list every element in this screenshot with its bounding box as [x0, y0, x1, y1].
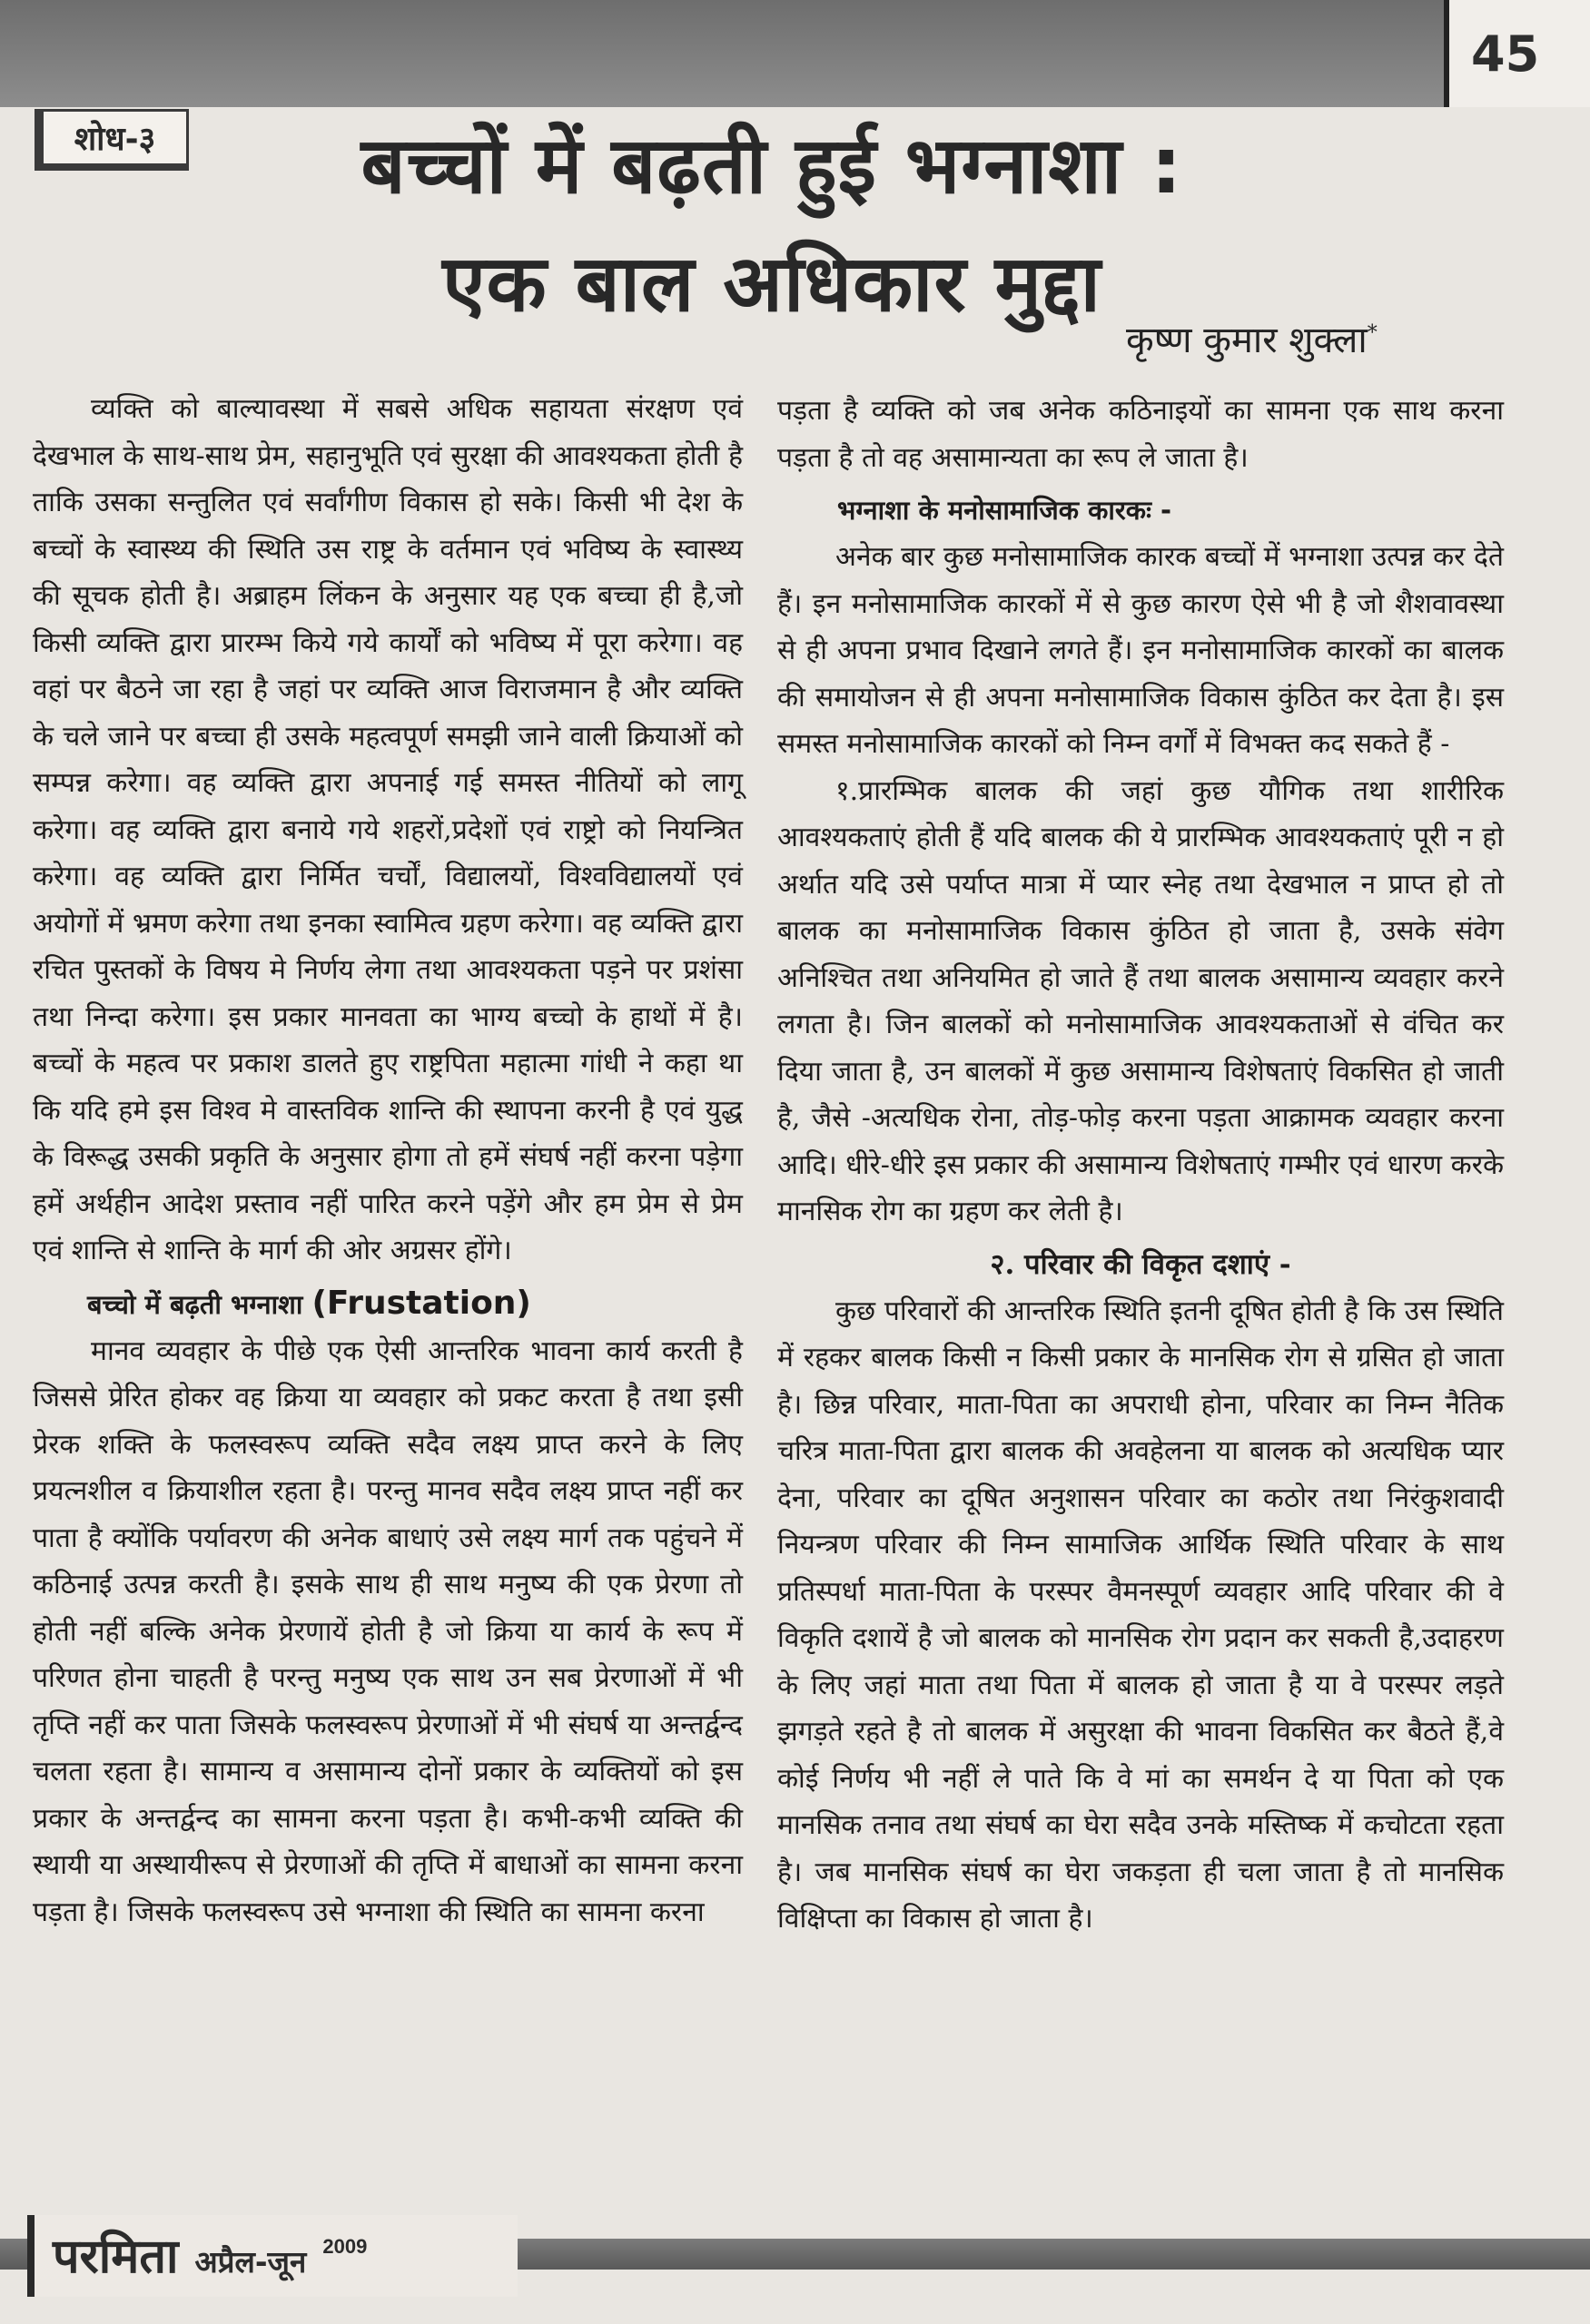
article-title	[209, 107, 1335, 343]
continued-paragraph: पड़ता है व्यक्ति को जब अनेक कठिनाइयों का सामना एक साथ करना पड़ता है तो वह असामान्यता का रूप ले जाता है।	[777, 395, 1504, 474]
left-column	[33, 386, 743, 1935]
frustration-paragraph: मानव व्यवहार के पीछे एक ऐसी आन्तरिक भावना कार्य करती है जिससे प्रेरित होकर वह क्रिया या व्यवहार को प्रकट करता है तथा इसी प्रेरक शक्ति के फलस्वरूप व्यक्ति सदैव लक्ष्य प्राप्त करने के लिए प्रयत्नशील व क्रियाशील रहता है। परन्तु मानव सदैव लक्ष्य प्राप्त नहीं कर पाता है क्योंकि पर्यावरण की अनेक बाधाएं उसे लक्ष्य मार्ग तक पहुंचने में कठिनाई उत्पन्न करती है। इसके साथ ही साथ मनुष्य की एक प्रेरणा तो होती नहीं बल्कि अनेक प्रेरणायें होती है जो क्रिया या कार्य के रूप में परिणत होना चाहती है परन्तु मनुष्य एक साथ उन सब प्रेरणाओं में भी तृप्ति नहीं कर पाता जिसके फलस्वरूप प्रेरणाओं में भी संघर्ष या अन्तर्द्वन्द चलता रहता है। सामान्य व असामान्य दोनों प्रकार के व्यक्तियों को इस प्रकार के अन्तर्द्वन्द का सामना करना पड़ता है। कभी-कभी व्यक्ति की स्थायी या अस्थायीरूप से प्रेरणाओं की तृप्ति में बाधाओं का सामना करना पड़ता है। जिसके फलस्वरूप उसे भग्नाशा की स्थिति का सामना करना	[33, 1334, 743, 1928]
psychosocial-paragraph: अनेक बार कुछ मनोसामाजिक कारक बच्चों में भग्नाशा उत्पन्न कर देते हैं। इन मनोसामाजिक कारकों में से कुछ कारण ऐसे भी है जो शैशवावस्था से ही अपना प्रभाव दिखाने लगते हैं। इन मनोसामाजिक कारकों का बालक की समायोजन से ही अपना मनोसामाजिक विकास कुंठित कर देता है। इस समस्त मनोसामाजिक कारकों को निम्न वर्गों में विभक्त कद सकते हैं -	[777, 541, 1504, 760]
section-tag: शोध-३	[35, 109, 189, 171]
page-number: 45	[1471, 25, 1540, 83]
family-conditions-heading: २. परिवार की विकृत दशाएं -	[990, 1247, 1291, 1281]
footer-masthead	[27, 2215, 518, 2297]
psychosocial-factors-heading: भग्नाशा के मनोसामाजिक कारकः -	[837, 495, 1172, 526]
subheading-hindi: बच्चो में बढ़ती भग्नाशा	[87, 1288, 303, 1320]
magazine-name: परमिता	[53, 2230, 179, 2284]
intro-paragraph: व्यक्ति को बाल्यावस्था में सबसे अधिक सहायता संरक्षण एवं देखभाल के साथ-साथ प्रेम, सहानुभूति एवं सुरक्षा की आवश्यकता होती है ताकि उसका सन्तुलित एवं सर्वांगीण विकास हो सके। किसी भी देश के बच्चों के स्वास्थ्य की स्थिति उस राष्ट्र के वर्तमान एवं भविष्य के स्वास्थ्य की सूचक होती है। अब्राहम लिंकन के अनुसार यह एक बच्चा ही है,जो किसी व्यक्ति द्वारा प्रारम्भ किये गये कार्यों को भविष्य में पूरा करेगा। वह वहां पर बैठने जा रहा है जहां पर व्यक्ति आज विराजमान है और व्यक्ति के चले जाने पर बच्चा ही उसके महत्वपूर्ण समझी जाने वाली क्रियाओं को सम्पन्न करेगा। वह व्यक्ति द्वारा अपनाई गई समस्त नीतियों को लागू करेगा। वह व्यक्ति द्वारा बनाये गये शहरों,प्रदेशों एवं राष्ट्रो को नियन्त्रित करेगा। वह व्यक्ति द्वारा निर्मित चर्चों, विद्यालयों, विश्वविद्यालयों एवं अयोगों में भ्रमण करेगा तथा इनका स्वामित्व ग्रहण करेगा। वह व्यक्ति द्वारा रचित पुस्तकों के विषय मे निर्णय लेगा तथा आवश्यकता पड़ने पर प्रशंसा तथा निन्दा करेगा। इस प्रकार मानवता का भाग्य बच्चो के हाथों में है। बच्चों के महत्व पर प्रकाश डालते हुए राष्ट्रपिता महात्मा गांधी ने कहा था कि यदि हमे इस विश्व मे वास्तविक शान्ति की स्थापना करनी है एवं युद्ध के विरूद्ध उसकी प्रकृति के अनुसार होगा तो हमें संघर्ष नहीं करना पड़ेगा हमें अर्थहीन आदेश प्रस्ताव नहीं पारित करने पड़ेंगे और हम प्रेम से प्रेम एवं शान्ति से शान्ति के मार्ग की ओर अग्रसर होंगे।	[33, 393, 743, 1266]
subheading-english: (Frustation)	[311, 1284, 531, 1322]
family-conditions-paragraph: कुछ परिवारों की आन्तरिक स्थिति इतनी दूषित होती है कि उस स्थिति में रहकर बालक किसी न किसी प्रकार के मानसिक रोग से ग्रसित हो जाता है। छिन्न परिवार, माता-पिता का अपराधी होना, परिवार का निम्न नैतिक चरित्र माता-पिता द्वारा बालक की अवहेलना या बालक को अत्यधिक प्यार देना, परिवार का दूषित अनुशासन परिवार का कठोर तथा निरंकुशवादी नियन्त्रण परिवार की निम्न सामाजिक आर्थिक स्थिति परिवार के साथ प्रतिस्पर्धा माता-पिता के परस्पर वैमनस्पूर्ण व्यवहार आदि परिवार की वे विकृति दशायें है जो बालक को मानसिक रोग प्रदान कर सकती है,उदाहरण के लिए जहां माता तथा पिता में बालक हो जाता है या वे परस्पर लड़ते झगड़ते रहते है तो बालक में असुरक्षा की भावना विकसित कर बैठते हैं,वे कोई निर्णय भी नहीं ले पाते कि वे मां का समर्थन दे या पिता को एक मानसिक तनाव तथा संघर्ष का घेरा सदैव उनके मस्तिष्क में कचोटता रहता है। जब मानसिक संघर्ष का घेरा जकड़ता ही चला जाता है तो मानसिक विक्षिप्ता का विकास हो जाता है।	[777, 1295, 1504, 1935]
issue-months: अप्रैल-जून	[194, 2244, 307, 2280]
point-one-paragraph: १.प्रारम्भिक बालक की जहां कुछ यौगिक तथा शारीरिक आवश्यकताएं होती हैं यदि बालक की ये प्रारम्भिक आवश्यकताएं पूरी न हो अर्थात यदि उसे पर्याप्त मात्रा में प्यार स्नेह तथा देखभाल न प्राप्त हो तो बालक का मनोसामाजिक विकास कुंठित हो जाता है, उसके संवेग अनिश्चित तथा अनियमित हो जाते हैं तथा बालक असामान्य व्यवहार करने लगता है। जिन बालकों को मनोसामाजिक आवश्यकताओं से वंचित कर दिया जाता है, उन बालकों में कुछ असामान्य विशेषताएं विकसित हो जाती है, जैसे -अत्यधिक रोना, तोड़-फोड़ करना पड़ता आक्रामक व्यवहार करना आदि। धीरे-धीरे इस प्रकार की असामान्य विशेषताएं गम्भीर एवं धारण करके मानसिक रोग का ग्रहण कर लेती है।	[777, 774, 1504, 1227]
author-name: कृष्ण कुमार शुक्ला	[1126, 320, 1368, 361]
right-column	[777, 388, 1504, 1943]
issue-year: 2009	[322, 2235, 368, 2258]
author-byline	[1126, 313, 1378, 363]
title-line-1: बच्चों में बढ़ती हुई भग्नाशा :	[360, 121, 1183, 212]
frustration-subheading	[33, 1280, 743, 1328]
title-line-2: एक बाल अधिकार मुद्दा	[442, 239, 1101, 330]
top-banner	[0, 0, 1444, 107]
author-footnote-mark: *	[1367, 321, 1378, 345]
